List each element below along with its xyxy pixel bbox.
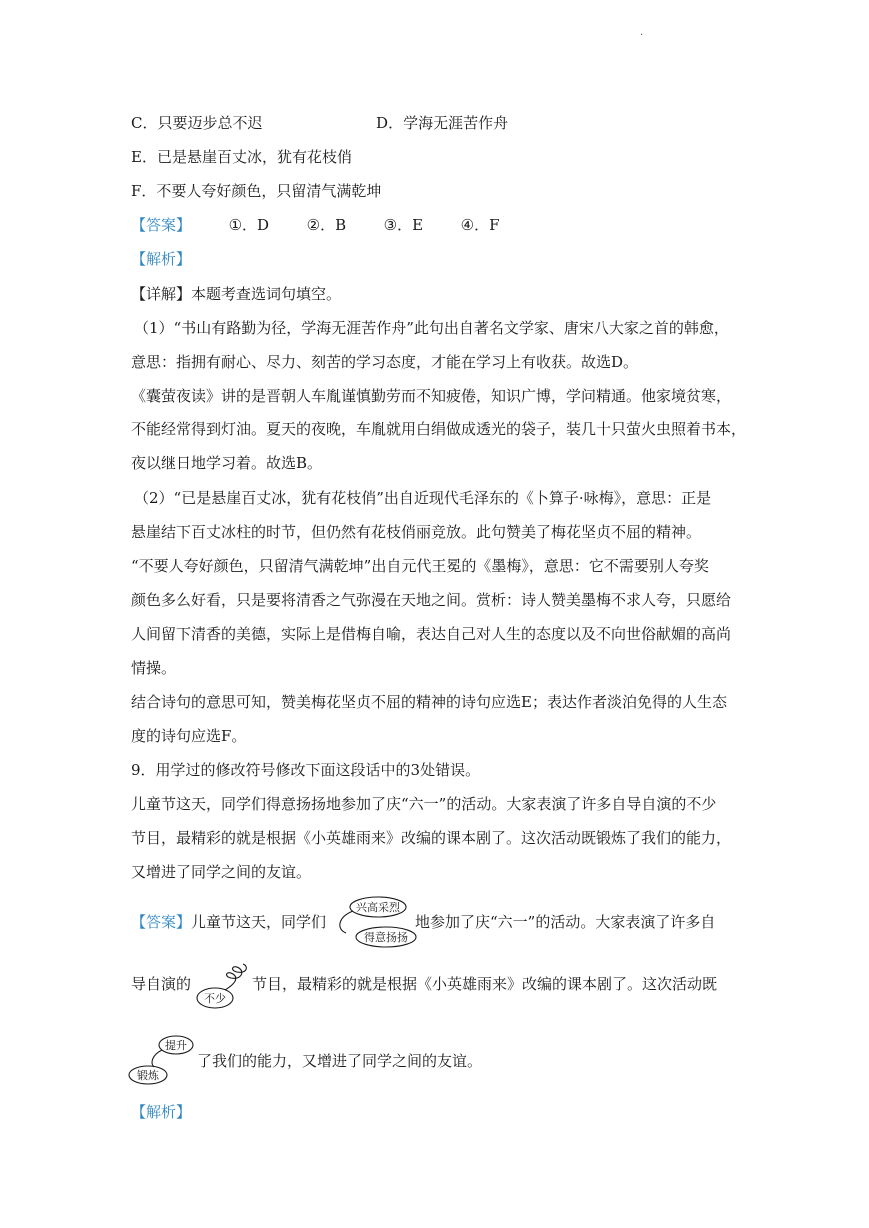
- detail-line: 悬崖结下百丈冰柱的时节，但仍然有花枝俏丽竞放。此句赞美了梅花坚贞不屈的精神。: [131, 523, 702, 541]
- detail-line: 意思：指拥有耐心、尽力、刻苦的学习态度，才能在学习上有收获。故选D。: [131, 353, 639, 371]
- detail-line: （1）“书山有路勤为径，学海无涯苦作舟”此句出自著名文学家、唐宋八大家之首的韩愈，: [134, 319, 729, 337]
- option-c: C．只要迈步总不迟: [131, 114, 263, 132]
- replacement-word: 提升: [165, 1039, 187, 1052]
- detail-line: 情操。: [131, 659, 177, 677]
- answer-text: 地参加了庆“六一”的活动。大家表演了许多自: [415, 913, 716, 931]
- replaced-word: 锻炼: [137, 1069, 159, 1082]
- detail-line: 结合诗句的意思可知，赞美梅花坚贞不屈的精神的诗句应选E；表达作者淡泊免得的人生态: [131, 693, 727, 711]
- detail-line: 【详解】本题考查选词句填空。: [131, 285, 342, 303]
- detail-line: 不能经常得到灯油。夏天的夜晚，车胤就用白绢做成透光的袋子，装几十只萤火虫照着书本，: [131, 420, 747, 438]
- question-title: 9．用学过的修改符号修改下面这段话中的3处错误。: [131, 761, 481, 779]
- question-paragraph: 又增进了同学之间的友谊。: [131, 863, 312, 881]
- replaced-word: 得意扬扬: [364, 931, 408, 944]
- detail-line: 度的诗句应选F。: [131, 727, 247, 745]
- answer-text: 导自演的: [131, 975, 192, 993]
- replace-mark: [128, 1033, 203, 1088]
- option-e: E．已是悬崖百丈冰，犹有花枝俏: [131, 148, 352, 166]
- detail-line: 人间留下清香的美德，实际上是借梅自喻，表达自己对人生的态度以及不向世俗献媚的高尚: [131, 625, 732, 643]
- option-f: F．不要人夸好颜色，只留清气满乾坤: [131, 182, 382, 200]
- corner-mark: ·: [640, 30, 644, 41]
- answer-item: ④．F: [460, 216, 500, 234]
- answer-label: 【答案】: [131, 913, 192, 931]
- detail-line: “不要人夸好颜色，只留清气满乾坤”出自元代王冕的《墨梅》，意思：它不需要别人夸奖: [131, 557, 709, 575]
- answer-row: [131, 215, 741, 235]
- answer-item: ①．D: [228, 216, 270, 234]
- detail-line: 夜以继日地学习着。故选B。: [131, 454, 323, 472]
- answer-text: 节目，最精彩的就是根据《小英雄雨来》改编的课本剧了。这次活动既: [252, 975, 718, 993]
- question-paragraph: 节目，最精彩的就是根据《小英雄雨来》改编的课本剧了。这次活动既锻炼了我们的能力，: [131, 829, 732, 847]
- detail-line: 颜色多么好看，只是要将清香之气弥漫在天地之间。赏析：诗人赞美墨梅不求人夸，只愿给: [131, 591, 732, 609]
- replace-mark: [328, 893, 418, 953]
- answer-text: 了我们的能力，又增进了同学之间的友谊。: [197, 1052, 483, 1070]
- detail-line: 《囊萤夜读》讲的是晋朝人车胤谨慎勤劳而不知疲倦，知识广博，学问精通。他家境贫寒，: [131, 387, 732, 405]
- answer-text: 儿童节这天，同学们: [191, 913, 327, 931]
- answer-item: ③．E: [383, 216, 424, 234]
- deleted-word: 不少: [204, 992, 226, 1005]
- delete-mark: [193, 962, 253, 1012]
- question-paragraph: 儿童节这天，同学们得意扬扬地参加了庆“六一”的活动。大家表演了许多自导自演的不少: [131, 795, 717, 813]
- answer-item: ②．B: [306, 216, 347, 234]
- analysis-label: 【解析】: [131, 250, 192, 268]
- answer-label: 【答案】: [131, 216, 192, 234]
- option-row-cd: [131, 113, 741, 133]
- replacement-word: 兴高采烈: [356, 901, 400, 914]
- option-d: D．学海无涯苦作舟: [376, 114, 509, 132]
- detail-line: （2）“已是悬崖百丈冰，犹有花枝俏”出自近现代毛泽东的《卜算子·咏梅》，意思：正是: [134, 489, 712, 507]
- analysis-label: 【解析】: [131, 1103, 192, 1121]
